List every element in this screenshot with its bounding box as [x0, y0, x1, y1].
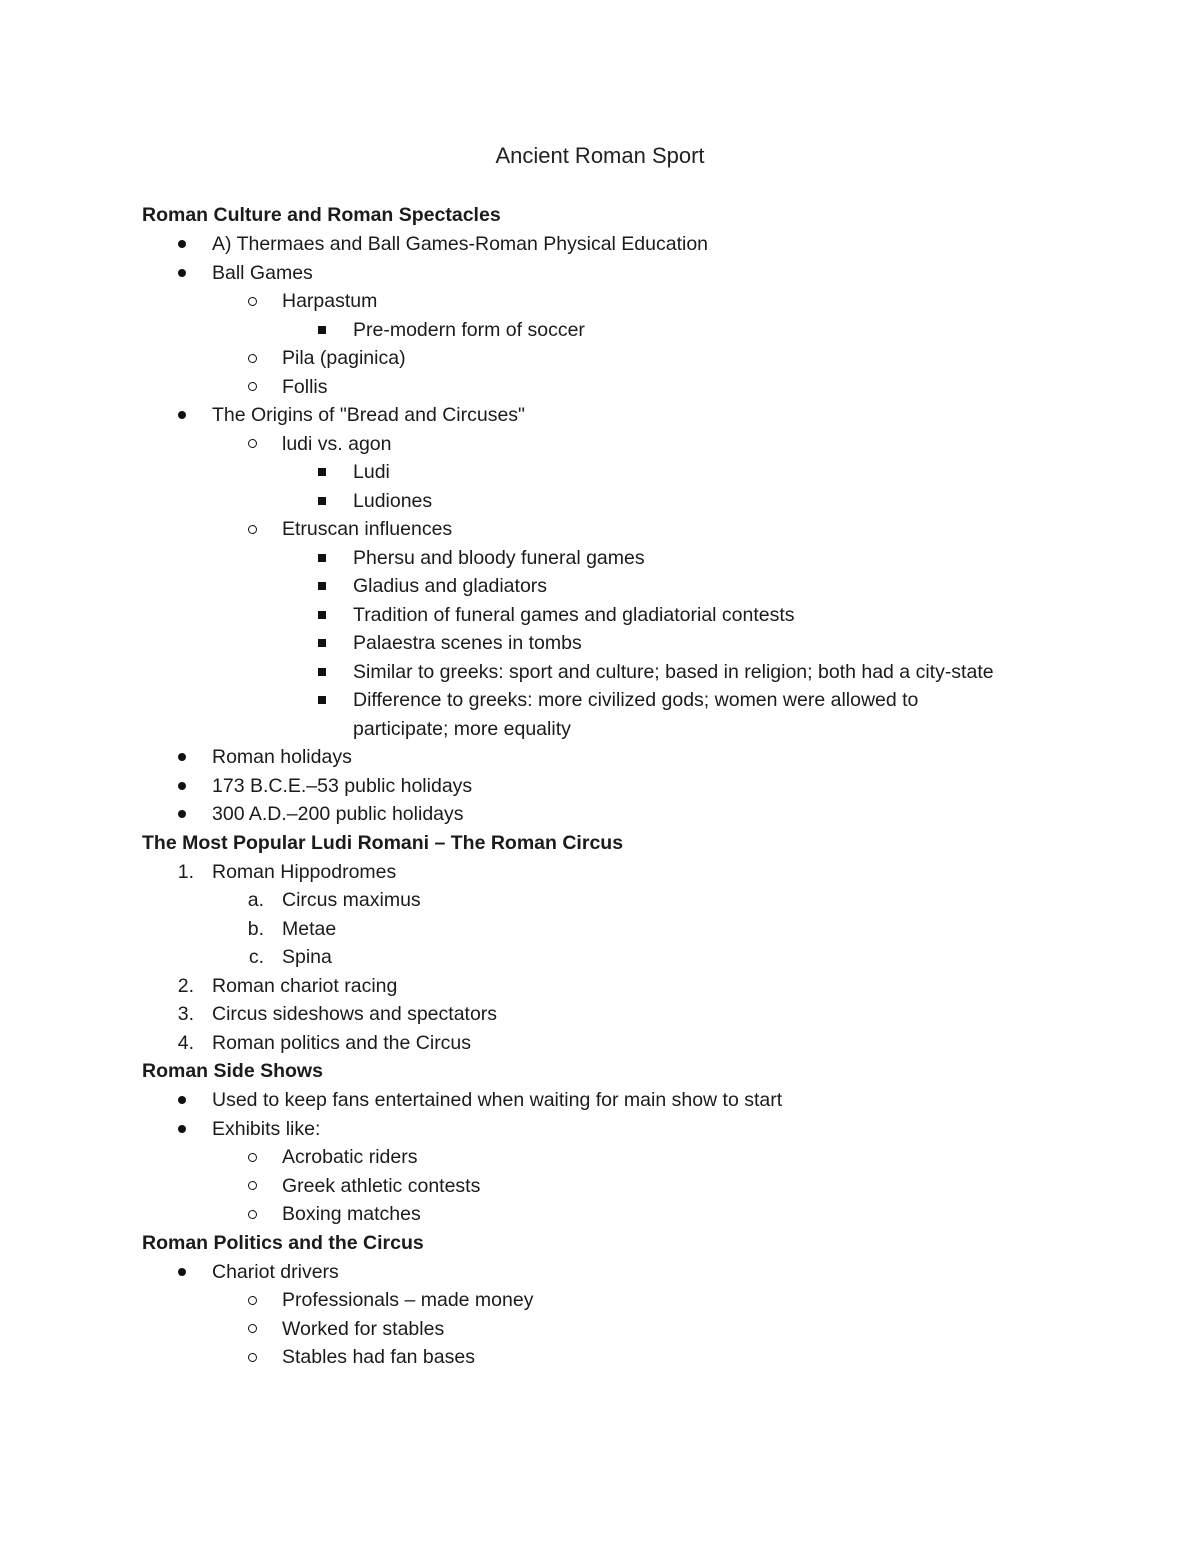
list-item-text: Circus sideshows and spectators	[212, 1003, 498, 1025]
list-item	[142, 658, 1002, 687]
list-item	[142, 401, 1002, 430]
list-item-text: Acrobatic riders	[282, 1146, 418, 1168]
list-item-text: Pila (paginica)	[282, 347, 406, 369]
list-number: 1.	[177, 860, 194, 883]
list-number: c.	[248, 946, 264, 968]
list-item	[142, 1029, 1002, 1058]
list-item-text: Pre-modern form of soccer	[353, 318, 585, 341]
list-number: 2.	[177, 974, 194, 997]
list-item	[142, 1258, 1002, 1287]
list-item	[142, 1343, 1002, 1372]
list-item	[142, 1172, 1002, 1201]
list-item	[142, 572, 1002, 601]
list-item-text: Boxing matches	[282, 1203, 421, 1225]
list-number: b.	[247, 917, 264, 940]
list-number: 4.	[177, 1031, 194, 1054]
list-item	[142, 316, 1002, 345]
list-item	[142, 858, 1002, 887]
bullet-square-icon	[310, 601, 334, 630]
page-title: Ancient Roman Sport	[495, 143, 705, 168]
list-item	[142, 1200, 1002, 1229]
list-item-text: Tradition of funeral games and gladiatorial contests	[353, 603, 795, 626]
list-item	[142, 1143, 1002, 1172]
bullet-square-icon	[310, 458, 334, 487]
list-item-text: Roman Hippodromes	[212, 860, 397, 883]
list-item	[142, 1086, 1002, 1115]
list-item-text: Harpastum	[282, 290, 378, 312]
bullet-dot-icon	[170, 1115, 194, 1144]
list-item	[142, 601, 1002, 630]
bullet-circle-icon	[240, 1315, 264, 1344]
list-item	[142, 458, 1002, 487]
list-item-text: Gladius and gladiators	[353, 575, 548, 597]
list-item-text: Circus maximus	[282, 889, 421, 911]
bullet-square-icon	[310, 658, 334, 687]
bullet-dot-icon	[170, 1258, 194, 1287]
list-item-text: Spina	[282, 946, 332, 968]
list-item-text: Ludi	[353, 461, 390, 483]
section-heading: Roman Side Shows	[142, 1060, 323, 1082]
list-item-text: The Origins of "Bread and Circuses"	[212, 404, 525, 426]
list-item	[142, 487, 1002, 516]
list-item-text: Follis	[282, 375, 328, 398]
list-item	[142, 1315, 1002, 1344]
list-item-text: Ludiones	[353, 489, 433, 512]
list-item	[142, 743, 1002, 772]
list-item	[142, 800, 1002, 829]
bullet-dot-icon	[170, 772, 194, 801]
list-item	[142, 772, 1002, 801]
list-item-text: Greek athletic contests	[282, 1174, 481, 1197]
list-item-text: Phersu and bloody funeral games	[353, 546, 645, 569]
list-item-text: 173 B.C.E.–53 public holidays	[212, 774, 473, 797]
list-item-text: Palaestra scenes in tombs	[353, 632, 582, 654]
bullet-circle-icon	[240, 515, 264, 544]
list-item-text: 300 A.D.–200 public holidays	[212, 803, 464, 825]
list-item-text: Difference to greeks: more civilized gods; women were allowed to participate; more equality	[353, 689, 919, 740]
list-item	[142, 230, 1002, 259]
list-item	[142, 629, 1002, 658]
list-item	[142, 1115, 1002, 1144]
list-item-text: Used to keep fans entertained when waiting for main show to start	[212, 1089, 783, 1111]
list-item	[142, 686, 1002, 743]
list-item-text: Roman holidays	[212, 746, 352, 768]
bullet-circle-icon	[240, 1286, 264, 1315]
bullet-square-icon	[310, 629, 334, 658]
list-item	[142, 886, 1002, 915]
list-item-text: Ball Games	[212, 261, 313, 284]
list-item	[142, 287, 1002, 316]
list-item	[142, 373, 1002, 402]
bullet-circle-icon	[240, 430, 264, 459]
bullet-circle-icon	[240, 1143, 264, 1172]
bullet-circle-icon	[240, 287, 264, 316]
list-item-text: A) Thermaes and Ball Games-Roman Physical Education	[212, 233, 709, 255]
bullet-dot-icon	[170, 743, 194, 772]
bullet-dot-icon	[170, 1086, 194, 1115]
section-heading: Roman Culture and Roman Spectacles	[142, 204, 501, 226]
bullet-dot-icon	[170, 800, 194, 829]
list-item	[142, 344, 1002, 373]
list-item-text: Etruscan influences	[282, 518, 453, 540]
list-item	[142, 259, 1002, 288]
list-item-text: Professionals – made money	[282, 1289, 534, 1311]
list-item-text: Metae	[282, 917, 337, 940]
bullet-dot-icon	[170, 230, 194, 259]
list-item-text: Roman chariot racing	[212, 974, 398, 997]
bullet-square-icon	[310, 316, 334, 345]
list-item	[142, 915, 1002, 944]
list-item-text: Worked for stables	[282, 1317, 445, 1340]
section-heading: Roman Politics and the Circus	[142, 1231, 424, 1254]
list-item	[142, 430, 1002, 459]
list-item-text: Stables had fan bases	[282, 1346, 475, 1368]
document-body	[142, 201, 1002, 1372]
list-item-text: Similar to greeks: sport and culture; based in religion; both had a city-state	[353, 660, 994, 683]
bullet-square-icon	[310, 572, 334, 601]
bullet-dot-icon	[170, 259, 194, 288]
bullet-circle-icon	[240, 373, 264, 402]
list-number: a.	[247, 889, 264, 911]
bullet-circle-icon	[240, 1200, 264, 1229]
bullet-square-icon	[310, 487, 334, 516]
list-item	[142, 515, 1002, 544]
list-item	[142, 1000, 1002, 1029]
bullet-circle-icon	[240, 1343, 264, 1372]
bullet-circle-icon	[240, 1172, 264, 1201]
list-item	[142, 972, 1002, 1001]
list-item-text: Roman politics and the Circus	[212, 1031, 472, 1054]
list-number: 3.	[177, 1003, 194, 1025]
bullet-dot-icon	[170, 401, 194, 430]
list-item	[142, 1286, 1002, 1315]
bullet-square-icon	[310, 544, 334, 573]
list-item-text: Chariot drivers	[212, 1260, 339, 1283]
bullet-square-icon	[310, 686, 334, 715]
list-item-text: Exhibits like:	[212, 1117, 321, 1140]
bullet-circle-icon	[240, 344, 264, 373]
section-heading: The Most Popular Ludi Romani – The Roman Circus	[142, 831, 624, 854]
list-item	[142, 544, 1002, 573]
list-item	[142, 943, 1002, 972]
list-item-text: ludi vs. agon	[282, 432, 392, 455]
